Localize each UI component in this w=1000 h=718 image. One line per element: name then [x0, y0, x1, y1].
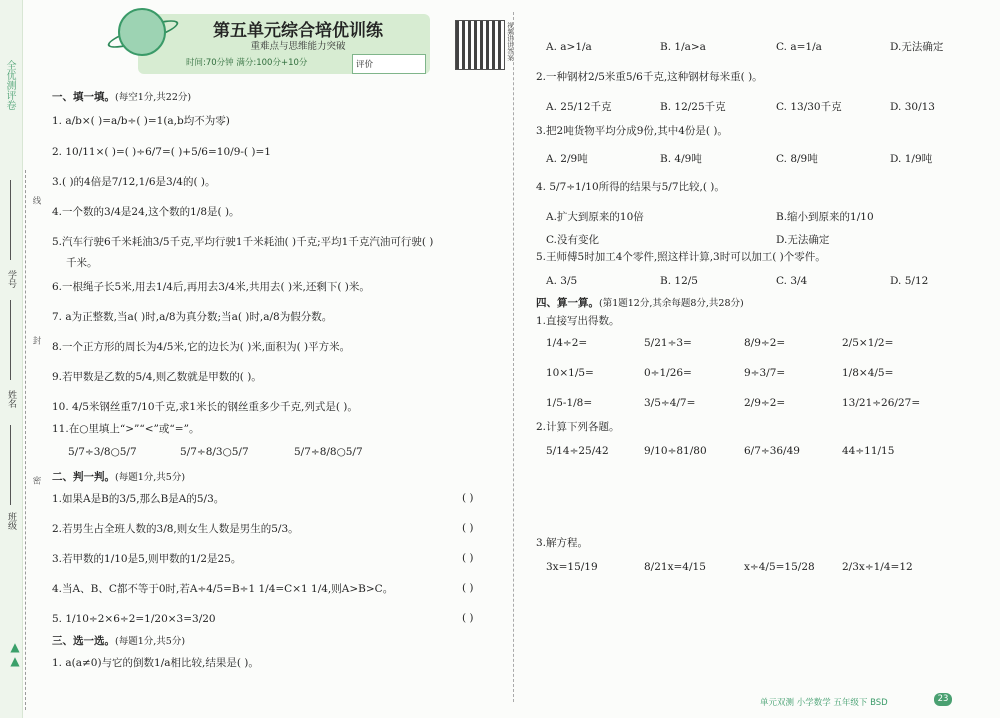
section-4-note: (第1题12分,其余每题8分,共28分): [599, 298, 744, 309]
section-2-note: (每题1分,共5分): [115, 472, 186, 483]
judge-item-1: 1.如果A是B的3/5,那么B是A的5/3。: [52, 493, 225, 505]
judge-answer-5[interactable]: ( ): [462, 612, 474, 624]
binding-word-xian: 线: [31, 196, 41, 205]
q1-option-d[interactable]: D.无法确定: [890, 41, 944, 53]
compare-item-3: 5/7÷8/8○5/7: [294, 446, 363, 458]
judge-answer-2[interactable]: ( ): [462, 522, 474, 534]
equation-item: 3x=15/19: [546, 561, 598, 573]
q4-option-b[interactable]: B.缩小到原来的1/10: [776, 211, 874, 223]
planet-icon: [118, 8, 166, 56]
student-id-line[interactable]: [10, 180, 11, 260]
q2-option-c[interactable]: C. 13/30千克: [776, 101, 842, 113]
q5-option-b[interactable]: B. 12/5: [660, 275, 698, 287]
q5-option-c[interactable]: C. 3/4: [776, 275, 808, 287]
section-4-heading: [536, 296, 744, 311]
section-3-note: (每题1分,共5分): [115, 636, 186, 647]
direct-item: 8/9÷2=: [744, 337, 786, 349]
brand-logo: ▲▲: [8, 640, 22, 668]
choice-q1: 1. a(a≠0)与它的倒数1/a相比较,结果是( )。: [52, 657, 259, 669]
s1-q5b: 千米。: [66, 257, 98, 269]
class-line[interactable]: [10, 425, 11, 505]
section-4-title: 四、算一算。: [536, 297, 599, 309]
equation-item: x÷4/5=15/28: [744, 561, 815, 573]
section-1-title: 一、填一填。: [52, 91, 115, 103]
calc-item: 9/10÷81/80: [644, 445, 707, 457]
q5-option-d[interactable]: D. 5/12: [890, 275, 929, 287]
compare-item-1: 5/7÷3/8○5/7: [68, 446, 137, 458]
direct-item: 9÷3/7=: [744, 367, 786, 379]
section-1-heading: [52, 90, 191, 105]
q4-option-c[interactable]: C.没有变化: [546, 234, 599, 246]
q1-option-a[interactable]: A. a>1/a: [546, 41, 592, 53]
direct-item: 2/9÷2=: [744, 397, 786, 409]
time-score-info: 时间:70分钟 满分:100分+10分: [186, 58, 308, 68]
compare-item-2: 5/7÷8/3○5/7: [180, 446, 249, 458]
q4-option-d[interactable]: D.无法确定: [776, 234, 830, 246]
s1-q5a: 5.汽车行驶6千米耗油3/5千克,平均行驶1千米耗油( )千克;平均1千克汽油可行驶( ): [52, 236, 434, 248]
q1-option-c[interactable]: C. a=1/a: [776, 41, 822, 53]
s1-q4: 4.一个数的3/4是24,这个数的1/8是( )。: [52, 206, 240, 218]
q1-option-b[interactable]: B. 1/a>a: [660, 41, 706, 53]
section-2-title: 二、判一判。: [52, 471, 115, 483]
direct-item: 1/5-1/8=: [546, 397, 593, 409]
student-id-label: 学号: [6, 270, 16, 288]
calc-item: 44÷11/15: [842, 445, 895, 457]
s1-q11: 11.在○里填上“>”“<”或“=”。: [52, 423, 200, 435]
calc-q1: 1.直接写出得数。: [536, 315, 620, 327]
page-divider: [513, 12, 514, 702]
footer-caption: 单元双测 小学数学 五年级下 BSD: [760, 698, 888, 708]
direct-item: 13/21÷26/27=: [842, 397, 921, 409]
direct-item: 10×1/5=: [546, 367, 594, 379]
q4-option-a[interactable]: A.扩大到原来的10倍: [546, 211, 644, 223]
binding-word-feng: 封: [31, 336, 41, 345]
series-label: 全优测评卷: [4, 60, 15, 110]
rating-label: 评价: [356, 60, 374, 70]
section-2-heading: [52, 470, 185, 485]
q2-option-d[interactable]: D. 30/13: [890, 101, 935, 113]
q5-option-a[interactable]: A. 3/5: [546, 275, 578, 287]
choice-q5: 5.王师傅5时加工4个零件,照这样计算,3时可以加工( )个零件。: [536, 251, 826, 263]
binding-line: [25, 170, 26, 710]
q2-option-b[interactable]: B. 12/25千克: [660, 101, 726, 113]
name-label: 姓名: [6, 390, 16, 408]
judge-item-5: 5. 1/10÷2×6÷2=1/20×3=3/20: [52, 613, 216, 625]
judge-answer-1[interactable]: ( ): [462, 492, 474, 504]
judge-item-2: 2.若男生占全班人数的3/8,则女生人数是男生的5/3。: [52, 523, 299, 535]
direct-item: 1/4÷2=: [546, 337, 588, 349]
calc-q2: 2.计算下列各题。: [536, 421, 620, 433]
section-3-title: 三、选一选。: [52, 635, 115, 647]
choice-q3: 3.把2吨货物平均分成9份,其中4份是( )。: [536, 125, 728, 137]
s1-q2: 2. 10/11×( )=( )÷6/7=( )+5/6=10/9-( )=1: [52, 146, 271, 158]
page-number-badge: 23: [934, 693, 952, 706]
qr-code-icon[interactable]: [455, 20, 505, 70]
calc-q3: 3.解方程。: [536, 537, 589, 549]
s1-q3: 3.( )的4倍是7/12,1/6是3/4的( )。: [52, 176, 216, 188]
equation-item: 2/3x÷1/4=12: [842, 561, 913, 573]
q3-option-c[interactable]: C. 8/9吨: [776, 153, 818, 165]
class-label: 班级: [6, 512, 16, 530]
q2-option-a[interactable]: A. 25/12千克: [546, 101, 612, 113]
equation-item: 8/21x=4/15: [644, 561, 706, 573]
judge-item-3: 3.若甲数的1/10是5,则甲数的1/2是25。: [52, 553, 242, 565]
worksheet-title: 第五单元综合培优训练: [213, 21, 383, 41]
q3-option-a[interactable]: A. 2/9吨: [546, 153, 588, 165]
s1-q9: 9.若甲数是乙数的5/4,则乙数就是甲数的( )。: [52, 371, 262, 383]
s1-q8: 8.一个正方形的周长为4/5米,它的边长为( )米,面积为( )平方米。: [52, 341, 351, 353]
q3-option-b[interactable]: B. 4/9吨: [660, 153, 702, 165]
section-1-note: (每空1分,共22分): [115, 92, 192, 103]
rating-box[interactable]: [352, 54, 426, 74]
s1-q1: 1. a/b×( )=a/b÷( )=1(a,b均不为零): [52, 115, 230, 127]
section-3-heading: [52, 634, 185, 649]
qr-caption: 视频讲讲答案: [506, 22, 514, 61]
judge-answer-4[interactable]: ( ): [462, 582, 474, 594]
s1-q10: 10. 4/5米钢丝重7/10千克,求1米长的钢丝重多少千克,列式是( )。: [52, 401, 358, 413]
binding-word-mi: 密: [31, 476, 41, 485]
name-line[interactable]: [10, 300, 11, 380]
judge-answer-3[interactable]: ( ): [462, 552, 474, 564]
q3-option-d[interactable]: D. 1/9吨: [890, 153, 933, 165]
direct-item: 1/8×4/5=: [842, 367, 894, 379]
direct-item: 2/5×1/2=: [842, 337, 894, 349]
s1-q7: 7. a为正整数,当a( )时,a/8为真分数;当a( )时,a/8为假分数。: [52, 311, 333, 323]
calc-item: 5/14÷25/42: [546, 445, 609, 457]
direct-item: 0÷1/26=: [644, 367, 692, 379]
calc-item: 6/7÷36/49: [744, 445, 800, 457]
judge-item-4: 4.当A、B、C都不等于0时,若A÷4/5=B÷1 1/4=C×1 1/4,则A>B>C。: [52, 583, 394, 595]
s1-q6: 6.一根绳子长5米,用去1/4后,再用去3/4米,共用去( )米,还剩下( )米。: [52, 281, 370, 293]
worksheet-subtitle: 重难点与思维能力突破: [250, 41, 346, 52]
direct-item: 3/5÷4/7=: [644, 397, 696, 409]
choice-q4: 4. 5/7÷1/10所得的结果与5/7比较,( )。: [536, 181, 725, 193]
direct-item: 5/21÷3=: [644, 337, 692, 349]
choice-q2: 2.一种钢材2/5米重5/6千克,这种钢材每米重( )。: [536, 71, 763, 83]
